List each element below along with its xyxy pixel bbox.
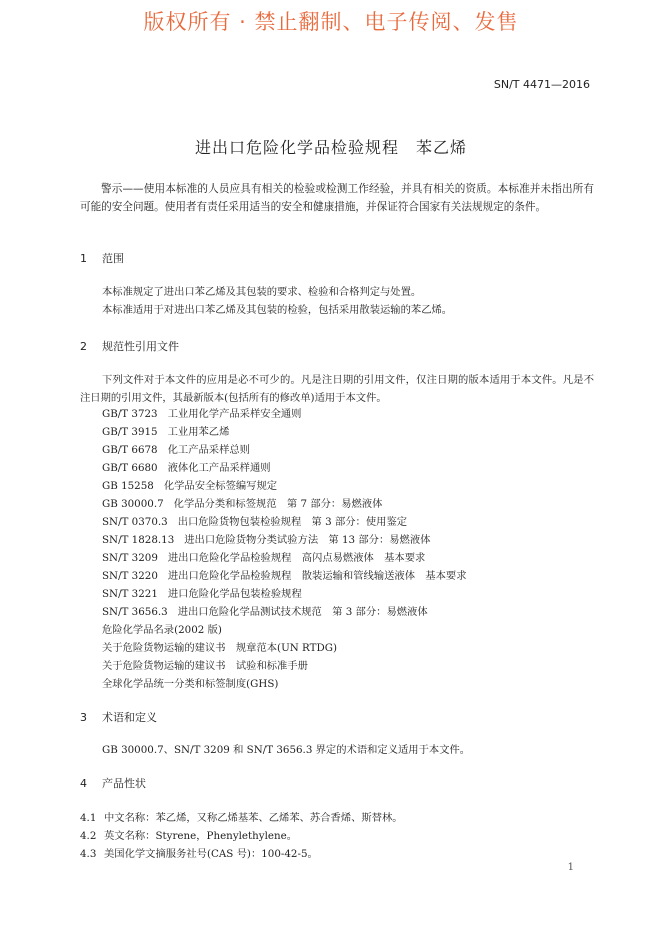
property-number: 4.1 bbox=[80, 812, 97, 824]
reference-item bbox=[102, 495, 382, 513]
reference-item bbox=[102, 585, 302, 603]
page-number: 1 bbox=[567, 862, 574, 873]
references-intro: 下列文件对于本文件的应用是必不可少的。凡是注日期的引用文件，仅注日期的版本适用于本文件。凡是不注日期的引用文件，其最新版本(包括所有的修改单)适用于本文件。 bbox=[80, 374, 594, 404]
property-item bbox=[80, 845, 318, 860]
page-title: 进出口危险化学品检验规程 苯乙烯 bbox=[194, 138, 467, 157]
section-number: 4 bbox=[80, 777, 87, 790]
reference-title: 化学品分类和标签规范 第 7 部分：易燃液体 bbox=[173, 498, 383, 510]
reference-item bbox=[102, 567, 467, 585]
reference-item bbox=[102, 603, 428, 621]
watermark: 版权所有 · 禁止翻制、电子传阅、发售 bbox=[143, 10, 519, 34]
reference-code: SN/T 0370.3 bbox=[102, 516, 168, 528]
reference-item bbox=[102, 621, 222, 639]
reference-code: GB 15258 bbox=[102, 480, 154, 492]
section-number: 1 bbox=[80, 252, 87, 265]
reference-title: 化学品安全标签编写规定 bbox=[163, 480, 278, 492]
reference-title: 关于危险货物运输的建议书 规章范本(UN RTDG) bbox=[102, 642, 337, 654]
reference-item bbox=[102, 459, 271, 477]
scope-line-2: 本标准适用于对进出口苯乙烯及其包装的检验，包括采用散装运输的苯乙烯。 bbox=[102, 304, 453, 316]
reference-title: 进出口危险化学品测试技术规范 第 3 部分：易燃液体 bbox=[177, 606, 428, 618]
section-4-heading bbox=[80, 775, 146, 791]
terms-paragraph: GB 30000.7、SN/T 3209 和 SN/T 3656.3 界定的术语和定义适用于本文件。 bbox=[102, 744, 471, 756]
reference-code: SN/T 3221 bbox=[102, 588, 158, 600]
reference-item bbox=[102, 441, 250, 459]
section-title: 规范性引用文件 bbox=[102, 340, 179, 353]
reference-code: GB/T 6678 bbox=[102, 444, 158, 456]
property-number: 4.2 bbox=[80, 830, 97, 842]
reference-item bbox=[102, 513, 407, 531]
reference-code: SN/T 1828.13 bbox=[102, 534, 175, 546]
document-number: SN/T 4471—2016 bbox=[493, 78, 590, 91]
reference-title: 危险化学品名录(2002 版) bbox=[102, 624, 222, 636]
property-item bbox=[80, 809, 403, 824]
property-item bbox=[80, 827, 297, 842]
reference-title: 进出口危险化学品检验规程 高闪点易燃液体 基本要求 bbox=[167, 552, 426, 564]
reference-title: 全球化学品统一分类和标签制度(GHS) bbox=[102, 678, 279, 690]
reference-item bbox=[102, 405, 301, 423]
section-number: 2 bbox=[80, 340, 87, 353]
section-1-heading bbox=[80, 250, 124, 266]
reference-title: 液体化工产品采样通则 bbox=[167, 462, 271, 474]
reference-item bbox=[102, 549, 425, 567]
property-text: 美国化学文摘服务社号(CAS 号)：100-42-5。 bbox=[104, 848, 318, 860]
reference-title: 进口危险化学品包装检验规程 bbox=[167, 588, 302, 600]
property-text: 中文名称：苯乙烯，又称乙烯基苯、乙烯苯、苏合香烯、斯替林。 bbox=[104, 812, 403, 824]
reference-title: 进出口危险货物分类试验方法 第 13 部分：易燃液体 bbox=[184, 534, 431, 546]
section-2-heading bbox=[80, 338, 179, 354]
reference-code: SN/T 3656.3 bbox=[102, 606, 168, 618]
reference-code: SN/T 3209 bbox=[102, 552, 158, 564]
section-number: 3 bbox=[80, 711, 87, 724]
property-text: 英文名称：Styrene，Phenylethylene。 bbox=[104, 830, 298, 842]
reference-item bbox=[102, 657, 308, 675]
reference-code: GB/T 3723 bbox=[102, 408, 158, 420]
reference-title: 进出口危险化学品检验规程 散装运输和管线输送液体 基本要求 bbox=[167, 570, 467, 582]
reference-item bbox=[102, 477, 277, 495]
property-number: 4.3 bbox=[80, 848, 97, 860]
reference-title: 化工产品采样总则 bbox=[167, 444, 250, 456]
reference-item bbox=[102, 423, 229, 441]
reference-item bbox=[102, 675, 278, 693]
section-title: 产品性状 bbox=[102, 777, 146, 790]
reference-code: GB/T 3915 bbox=[102, 426, 158, 438]
warning-paragraph: 警示——使用本标准的人员应具有相关的检验或检测工作经验，并具有相关的资质。本标准并未指出所有可能的安全问题。使用者有责任采用适当的安全和健康措施，并保证符合国家有关法规规定的条件。 bbox=[80, 183, 594, 213]
reference-item bbox=[102, 639, 337, 657]
section-3-heading bbox=[80, 709, 157, 725]
reference-title: 工业用化学产品采样安全通则 bbox=[167, 408, 302, 420]
reference-title: 关于危险货物运输的建议书 试验和标准手册 bbox=[102, 660, 308, 672]
reference-code: SN/T 3220 bbox=[102, 570, 158, 582]
section-title: 术语和定义 bbox=[102, 711, 157, 724]
section-title: 范围 bbox=[102, 252, 124, 265]
reference-code: GB 30000.7 bbox=[102, 498, 164, 510]
reference-code: GB/T 6680 bbox=[102, 462, 158, 474]
reference-title: 工业用苯乙烯 bbox=[167, 426, 230, 438]
reference-title: 出口危险货物包装检验规程 第 3 部分：使用鉴定 bbox=[177, 516, 408, 528]
scope-line-1: 本标准规定了进出口苯乙烯及其包装的要求、检验和合格判定与处置。 bbox=[102, 286, 422, 298]
reference-item bbox=[102, 531, 430, 549]
